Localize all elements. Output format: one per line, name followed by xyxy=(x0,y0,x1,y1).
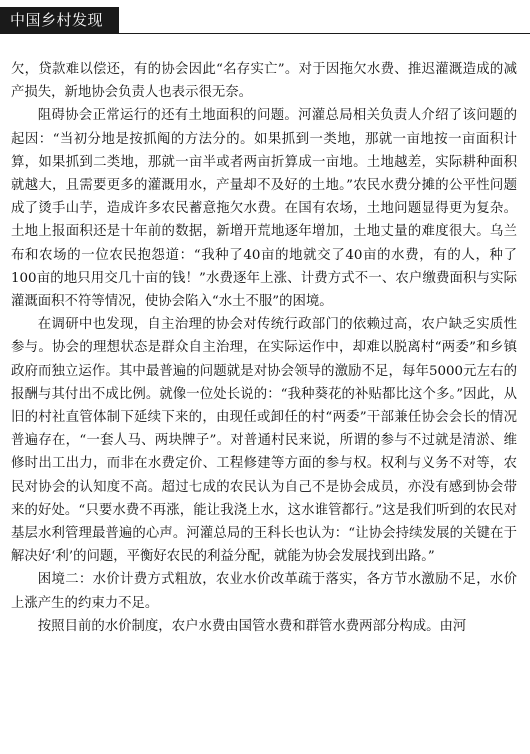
paragraph-difficulty-two: 困境二：水价计费方式粗放，农业水价改革疏于落实，各方节水激励不足，水价上涨产生的约束力不足。 xyxy=(11,572,517,611)
article-body xyxy=(11,58,517,638)
paragraph-continuation: 欠，贷款难以偿还，有的协会因此“名存实亡”。对于因拖欠水费、推迟灌溉造成的减产损失，新地协会负责人也表示很无奈。 xyxy=(11,62,517,101)
paragraph-water-price: 按照目前的水价制度，农户水费由国管水费和群管水费两部分构成。由河 xyxy=(37,618,467,634)
header-divider xyxy=(119,33,530,34)
section-title: 中国乡村发现 xyxy=(10,11,104,29)
section-header xyxy=(0,7,119,34)
paragraph-land-area: 阻碍协会正常运行的还有土地面积的问题。河灌总局相关负责人介绍了该问题的起因：“当初分地是按抓阄的方法分的。如果抓到一类地，那就一亩地按一亩面积计算，如果抓到二类地，那就一亩半或者两亩折算成一亩地。土地越差，实际耕种面积就越大，且需要更多的灌溉用水，产量却不及好的土地。”农民水费分摊的公平性问题成了烫手山芋，造成许多农民蓄意拖欠水费。在国有农场，土地问题显得更为复杂。土地上报面积还是十年前的数据，新增开荒地逐年增加，土地丈量的难度很大。乌兰布和农场的一位农民抱怨道：“我种了40亩的地就交了40亩的水费，有的人，种了100亩的地只用交几十亩的钱！”水费逐年上涨、计费方式不一、农户缴费面积与实际灌溉面积不符等情况，使协会陷入“水土不服”的困境。 xyxy=(11,108,517,310)
paragraph-governance: 在调研中也发现，自主治理的协会对传统行政部门的依赖过高，农户缺乏实质性参与。协会的理想状态是群众自主治理，在实际运作中，却难以脱离村“两委”和乡镇政府而独立运作。其中最普遍的问题就是对协会领导的激励不足，每年5000元左右的报酬与其付出不成比例。就像一位处长说的：“我种葵花的补贴都比这个多。”因此，从旧的村社直管体制下延续下来的，由现任或卸任的村“两委”干部兼任协会会长的情况普遍存在，“一套人马、两块牌子”。对普通村民来说，所谓的参与不过就是清淤、维修时出工出力，而非在水费定价、工程修建等方面的参与权。权利与义务不对等，农民对协会的认知度不高。超过七成的农民认为自己不是协会成员，亦没有感到协会带来的好处。“只要水费不再涨，能让我浇上水，这水谁管都行。”这是我们听到的农民对基层水利管理最普遍的心声。河灌总局的王科长也认为：“让协会持续发展的关键在于解决好‘利’的问题，平衡好农民的利益分配，就能为协会发展找到出路。” xyxy=(11,317,517,565)
